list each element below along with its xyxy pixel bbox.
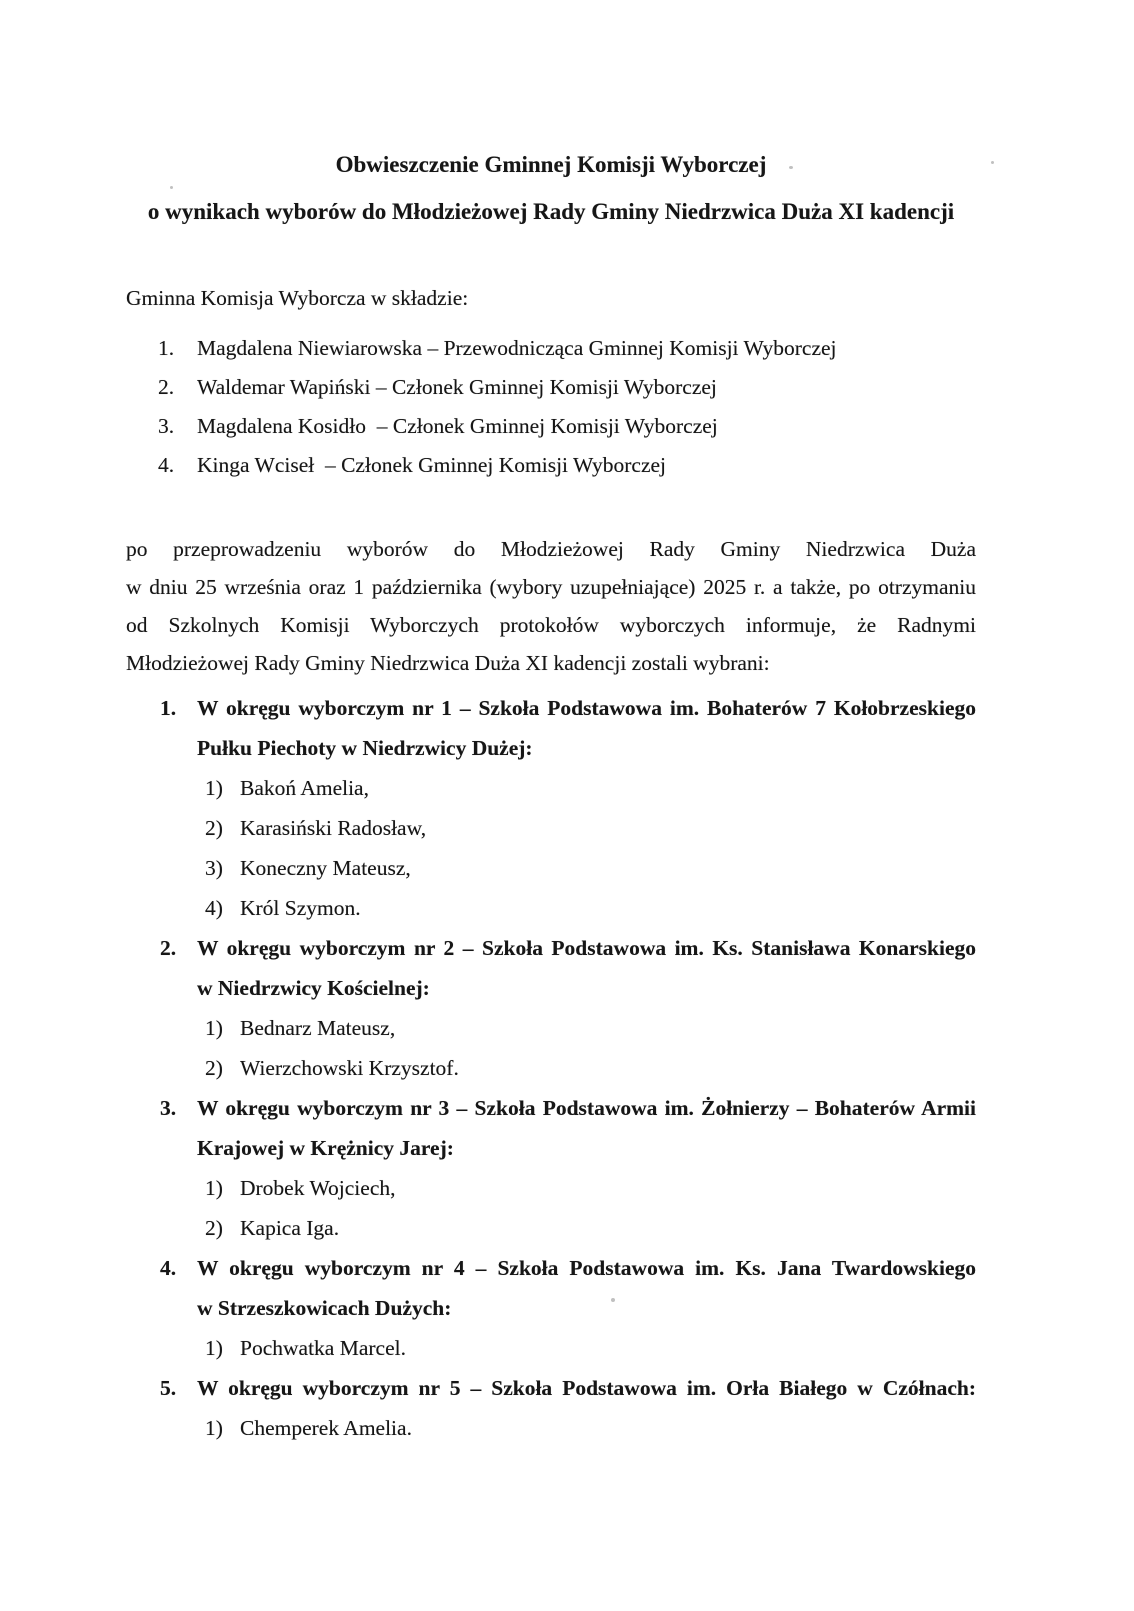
district-header <box>126 688 976 768</box>
scan-speck <box>991 161 994 164</box>
committee-member-item <box>126 446 976 485</box>
member-number: 2) <box>205 1056 223 1080</box>
member-number: 2) <box>205 816 223 840</box>
member-name: Chemperek Amelia. <box>240 1416 412 1440</box>
member-name: Król Szymon. <box>240 896 361 920</box>
member-name: Koneczny Mateusz, <box>240 856 411 880</box>
district-header <box>126 1368 976 1408</box>
district-header <box>126 928 976 1008</box>
committee-intro: Gminna Komisja Wyborcza w składzie: <box>126 286 469 310</box>
member-number: 1) <box>205 1416 223 1440</box>
district-header <box>126 1248 976 1328</box>
elected-member-item <box>126 1328 976 1368</box>
document-title-line2: o wynikach wyborów do Młodzieżowej Rady Gminy Niedrzwica Duża XI kadencji <box>147 199 955 224</box>
district-section-1 <box>126 688 976 928</box>
member-name: Bednarz Mateusz, <box>240 1016 396 1040</box>
district-number: 1. <box>160 696 177 720</box>
elected-member-item <box>126 808 976 848</box>
district-number: 5. <box>160 1376 177 1400</box>
elected-member-item <box>126 1168 976 1208</box>
elected-member-item <box>126 888 976 928</box>
item-number: 1. <box>158 336 175 360</box>
committee-member-item <box>126 407 976 446</box>
paragraph-line: od Szkolnych Komisji Wyborczych protokołów wyborczych informuje, że Radnymi <box>126 613 976 637</box>
district-section-2 <box>126 928 976 1088</box>
scan-speck <box>789 166 793 169</box>
committee-list <box>126 329 976 485</box>
committee-member-item <box>126 329 976 368</box>
district-header-line: W okręgu wyborczym nr 4 – Szkoła Podstawowa im. Ks. Jana Twardowskiego <box>197 1256 976 1280</box>
member-number: 3) <box>205 856 223 880</box>
district-section-3 <box>126 1088 976 1248</box>
member-number: 1) <box>205 776 223 800</box>
district-results <box>126 688 976 1448</box>
member-name: Wierzchowski Krzysztof. <box>240 1056 459 1080</box>
elected-member-item <box>126 1208 976 1248</box>
committee-member-item <box>126 368 976 407</box>
committee-member-text: Kinga Wciseł – Członek Gminnej Komisji Wyborczej <box>197 453 667 477</box>
results-paragraph <box>126 530 976 682</box>
item-number: 3. <box>158 414 175 438</box>
member-number: 4) <box>205 896 223 920</box>
elected-member-item <box>126 768 976 808</box>
paragraph-line: w dniu 25 września oraz 1 października (wybory uzupełniające) 2025 r. a także, po otrzymaniu <box>126 575 976 599</box>
district-section-5 <box>126 1368 976 1448</box>
member-number: 1) <box>205 1336 223 1360</box>
member-name: Pochwatka Marcel. <box>240 1336 406 1360</box>
district-header-line: Krajowej w Krężnicy Jarej: <box>197 1136 454 1160</box>
district-number: 3. <box>160 1096 177 1120</box>
member-name: Bakoń Amelia, <box>240 776 369 800</box>
member-number: 1) <box>205 1176 223 1200</box>
paragraph-line: po przeprowadzeniu wyborów do Młodzieżowej Rady Gminy Niedrzwica Duża <box>126 537 976 561</box>
district-header <box>126 1088 976 1168</box>
elected-member-item <box>126 1008 976 1048</box>
district-header-line: W okręgu wyborczym nr 3 – Szkoła Podstawowa im. Żołnierzy – Bohaterów Armii <box>197 1096 976 1120</box>
member-name: Kapica Iga. <box>240 1216 340 1240</box>
member-name: Drobek Wojciech, <box>240 1176 396 1200</box>
elected-member-item <box>126 848 976 888</box>
scan-speck <box>170 186 173 189</box>
district-header-line: w Niedrzwicy Kościelnej: <box>197 976 430 1000</box>
paragraph-line: Młodzieżowej Rady Gminy Niedrzwica Duża XI kadencji zostali wybrani: <box>126 651 770 675</box>
member-number: 1) <box>205 1016 223 1040</box>
district-header-line: W okręgu wyborczym nr 1 – Szkoła Podstawowa im. Bohaterów 7 Kołobrzeskiego <box>197 696 976 720</box>
committee-member-text: Magdalena Niewiarowska – Przewodnicząca Gminnej Komisji Wyborczej <box>197 336 837 360</box>
item-number: 4. <box>158 453 175 477</box>
elected-member-item <box>126 1048 976 1088</box>
district-number: 4. <box>160 1256 177 1280</box>
district-header-line: Pułku Piechoty w Niedrzwicy Dużej: <box>197 736 533 760</box>
member-name: Karasiński Radosław, <box>240 816 427 840</box>
scan-speck <box>611 1298 615 1302</box>
document-title <box>126 150 976 226</box>
district-header-line: w Strzeszkowicach Dużych: <box>197 1296 452 1320</box>
committee-member-text: Magdalena Kosidło – Członek Gminnej Komisji Wyborczej <box>197 414 718 438</box>
district-section-4 <box>126 1248 976 1368</box>
committee-member-text: Waldemar Wapiński – Członek Gminnej Komisji Wyborczej <box>197 375 717 399</box>
item-number: 2. <box>158 375 175 399</box>
district-header-line: W okręgu wyborczym nr 2 – Szkoła Podstawowa im. Ks. Stanisława Konarskiego <box>197 936 976 960</box>
elected-member-item <box>126 1408 976 1448</box>
district-number: 2. <box>160 936 177 960</box>
document-title-line1: Obwieszczenie Gminnej Komisji Wyborczej <box>335 152 767 177</box>
member-number: 2) <box>205 1216 223 1240</box>
district-header-line: W okręgu wyborczym nr 5 – Szkoła Podstawowa im. Orła Białego w Czółnach: <box>197 1376 976 1400</box>
